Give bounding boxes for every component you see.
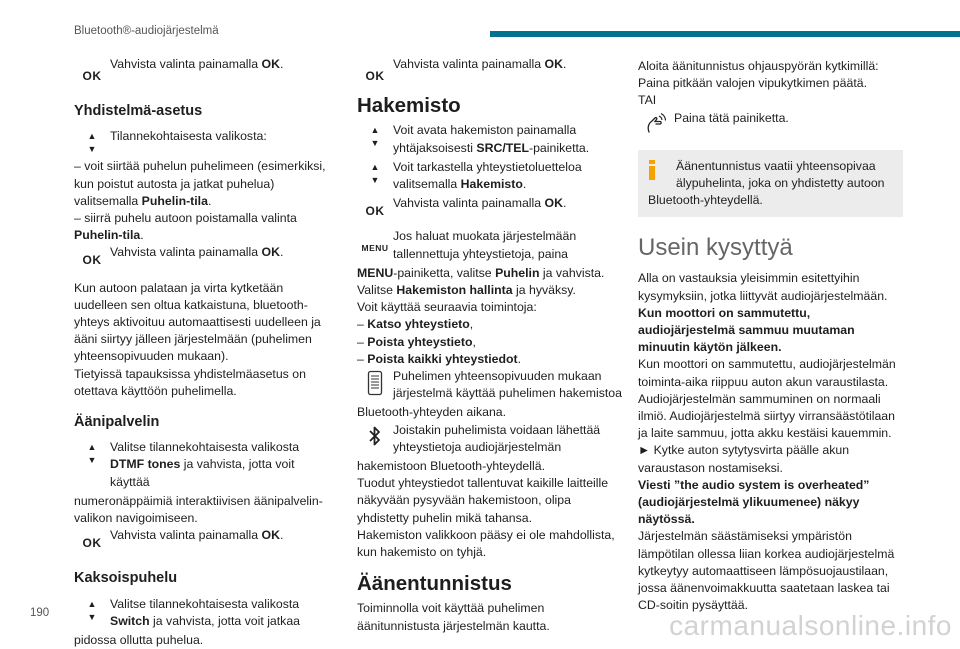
ok-button-icon: OK (82, 536, 102, 551)
info-note-text: Äänentunnistus vaatii yhteensopivaa älypuhelinta, joka on yhdistetty autoon (676, 158, 885, 190)
function-item-1: – Katso yhteystieto, (357, 317, 474, 332)
up-arrow-icon: ▲ (370, 161, 380, 172)
confirm-text: Vahvista valinta painamalla OK. (110, 57, 284, 71)
confirm-text: Vahvista valinta painamalla OK. (110, 528, 284, 543)
confirm-text: Vahvista valinta painamalla OK. (110, 245, 284, 260)
bluetooth-text: Joistakin puhelimista voidaan lähettää yhteystietoja audiojärjestelmän (393, 422, 601, 454)
column-1 (74, 56, 336, 649)
confirm-ok-row (74, 527, 336, 552)
menu-button-icon: MENU (361, 243, 389, 254)
section-heading-kaksoispuhelu: Kaksoispuhelu (74, 570, 178, 587)
faq-answer-2: Järjestelmän säästämiseksi ympäristön lämpötilan ollessa liian korkea audiojärjestelmä kytkeytyy automaattiseen lämpösuojaustilaan, jossa äänenvoimakkuutta saatetaan laskea tai CD-soitin pysäyttää. (638, 529, 895, 613)
page-number: 190 (30, 607, 50, 619)
functions-intro: Voit käyttää seuraavia toimintoja: (357, 300, 537, 315)
section-heading-aanipalvelin: Äänipalvelin (74, 414, 160, 431)
smartphone-icon (367, 370, 383, 396)
bluetooth-continuation: hakemistoon Bluetooth-yhteydellä. (357, 459, 545, 474)
phone-mode-option-1: – voit siirtää puhelun puhelimeen (esimerkiksi, kun poistut autosta ja jatkat puhelua) valitsemalla Puhelin-tila. (74, 159, 326, 208)
imported-contacts-para: Tuodut yhteystiedot tallentuvat kaikille laitteille näkyvään pysyvään hakemistoon, olipa yhdistetty puhelin mikä tahansa. (357, 476, 609, 525)
up-arrow-icon: ▲ (87, 598, 97, 609)
confirm-ok-row (357, 56, 623, 85)
faq-question-1: Kun moottori on sammutettu, audiojärjestelmä sammuu muutaman minuutin käytön jälkeen. (638, 305, 855, 355)
menu-continuation: MENU-painiketta, valitse Puhelin ja vahvista. (357, 265, 605, 280)
down-arrow-icon: ▼ (370, 174, 380, 185)
ok-button-icon: OK (365, 69, 385, 83)
up-arrow-icon: ▲ (370, 125, 380, 136)
confirm-text: Vahvista valinta painamalla OK. (393, 196, 567, 211)
section-heading-aanentunnistus: Äänentunnistus (357, 572, 512, 596)
phone-compat-row (357, 368, 623, 402)
or-text: TAI (638, 93, 657, 108)
view-contacts-text: Voit tarkastella yhteystietoluetteloa valitsemalla Hakemisto. (393, 159, 582, 192)
phone-mode-option-2: – siirrä puhelu autoon poistamalla valinta Puhelin-tila. (74, 211, 297, 243)
combination-note: Tietyissä tapauksissa yhdistelmäasetus on otettava käyttöön puhelimella. (74, 366, 306, 398)
switch-continuation: pidossa ollutta puhelua. (74, 633, 204, 648)
section-heading-hakemisto: Hakemisto (357, 94, 461, 118)
menu-text: Jos haluat muokata järjestelmään tallennettuja yhteystietoja, paina (393, 229, 577, 261)
reconnect-paragraph: Kun autoon palataan ja virta kytketään uudelleen sen oltua katkaistuna, bluetooth-yhteys aktivoituu automaattisesti uudelleen ja ääni siirtyy jälleen järjestelmään (puhelimen yhteensopivuuden mukaan). (74, 280, 321, 364)
ok-button-icon: OK (82, 253, 102, 268)
phone-compat-continuation: Bluetooth-yhteyden aikana. (357, 405, 507, 420)
select-management-text: Valitse Hakemiston hallinta ja hyväksy. (357, 283, 576, 298)
ok-button-icon: OK (365, 204, 385, 219)
phone-compat-text: Puhelimen yhteensopivuuden mukaan järjestelmä käyttää puhelimen hakemistoa (393, 369, 622, 401)
bluetooth-row (357, 422, 623, 456)
section-heading-faq: Usein kysyttyä (638, 234, 793, 262)
down-arrow-icon: ▼ (370, 138, 380, 149)
watermark: carmanualsonline.info (669, 610, 952, 641)
select-context-row (74, 128, 336, 156)
ok-button-icon: OK (82, 69, 102, 83)
down-arrow-icon: ▼ (87, 144, 97, 155)
up-arrow-icon: ▲ (87, 442, 97, 453)
dtmf-text: Valitse tilannekohtaisesta valikosta DTMF tones ja vahvista, jotta voit käyttää (110, 440, 300, 489)
info-note-continuation: Bluetooth-yhteydellä. (648, 193, 763, 208)
voice-recognition-para: Toiminnolla voit käyttää puhelimen äänitunnistusta järjestelmän kautta. (357, 601, 550, 633)
press-button-text: Paina tätä painiketta. (674, 110, 789, 125)
confirm-ok-row (74, 56, 336, 85)
context-menu-text: Tilannekohtaisesta valikosta: (110, 129, 267, 144)
dtmf-continuation: numeronäppäimiä interaktiivisen äänipalvelin-valikon navigoimiseen. (74, 493, 323, 526)
faq-action-1: ► Kytke auton sytytysvirta päälle akun varaustason nostamiseksi. (638, 443, 850, 475)
start-voice-para: Aloita äänitunnistus ohjauspyörän kytkimillä: Paina pitkään valojen vipukytkimen päätä. (638, 59, 879, 91)
function-item-2: – Poista yhteystieto, (357, 334, 476, 349)
function-item-3: – Poista kaikki yhteystiedot. (357, 351, 522, 366)
dtmf-row (74, 439, 336, 491)
running-header: Bluetooth®-audiojärjestelmä (74, 25, 219, 37)
header-accent-bar (490, 31, 960, 37)
down-arrow-icon: ▼ (87, 455, 97, 466)
switch-text: Valitse tilannekohtaisesta valikosta Switch ja vahvista, jotta voit jatkaa (110, 596, 301, 628)
menu-row (357, 228, 623, 262)
confirm-ok-row (74, 244, 336, 269)
switch-row (74, 596, 336, 630)
info-note (638, 150, 903, 218)
voice-command-icon (644, 112, 668, 134)
info-icon (648, 160, 658, 180)
confirm-ok-row (357, 195, 623, 220)
bluetooth-icon (368, 424, 382, 448)
section-heading-yhdistelma: Yhdistelmä-asetus (74, 103, 203, 120)
column-2 (357, 56, 623, 635)
faq-intro: Alla on vastauksia yleisimmin esitettyihin kysymyksiin, jotka liittyvät audiojärjestelmään. (638, 271, 888, 303)
view-contacts-row (357, 159, 623, 193)
empty-directory-para: Hakemiston valikkoon pääsy ei ole mahdollista, kun hakemisto on tyhjä. (357, 527, 615, 560)
open-directory-row (357, 122, 623, 156)
confirm-text: Vahvista valinta painamalla OK. (393, 57, 567, 71)
voice-button-row (638, 110, 903, 134)
faq-answer-1: Kun moottori on sammutettu, audiojärjestelmän toiminta-aika riippuu auton akun varaustilasta. Audiojärjestelmän sammuminen on normaali ilmiö. Audiojärjestelmä siirtyy virransäästötilaan ja laite sammuu, jotta akku kestäisi kauemmin. (638, 357, 896, 441)
faq-question-2: Viesti ”the audio system is overheated” (audiojärjestelmä ylikuumenee) näkyy näytössä. (638, 477, 870, 527)
column-3 (638, 56, 903, 614)
down-arrow-icon: ▼ (87, 611, 97, 622)
open-directory-text: Voit avata hakemiston painamalla yhtäjaksoisesti SRC/TEL-painiketta. (393, 123, 590, 155)
up-arrow-icon: ▲ (87, 131, 97, 142)
